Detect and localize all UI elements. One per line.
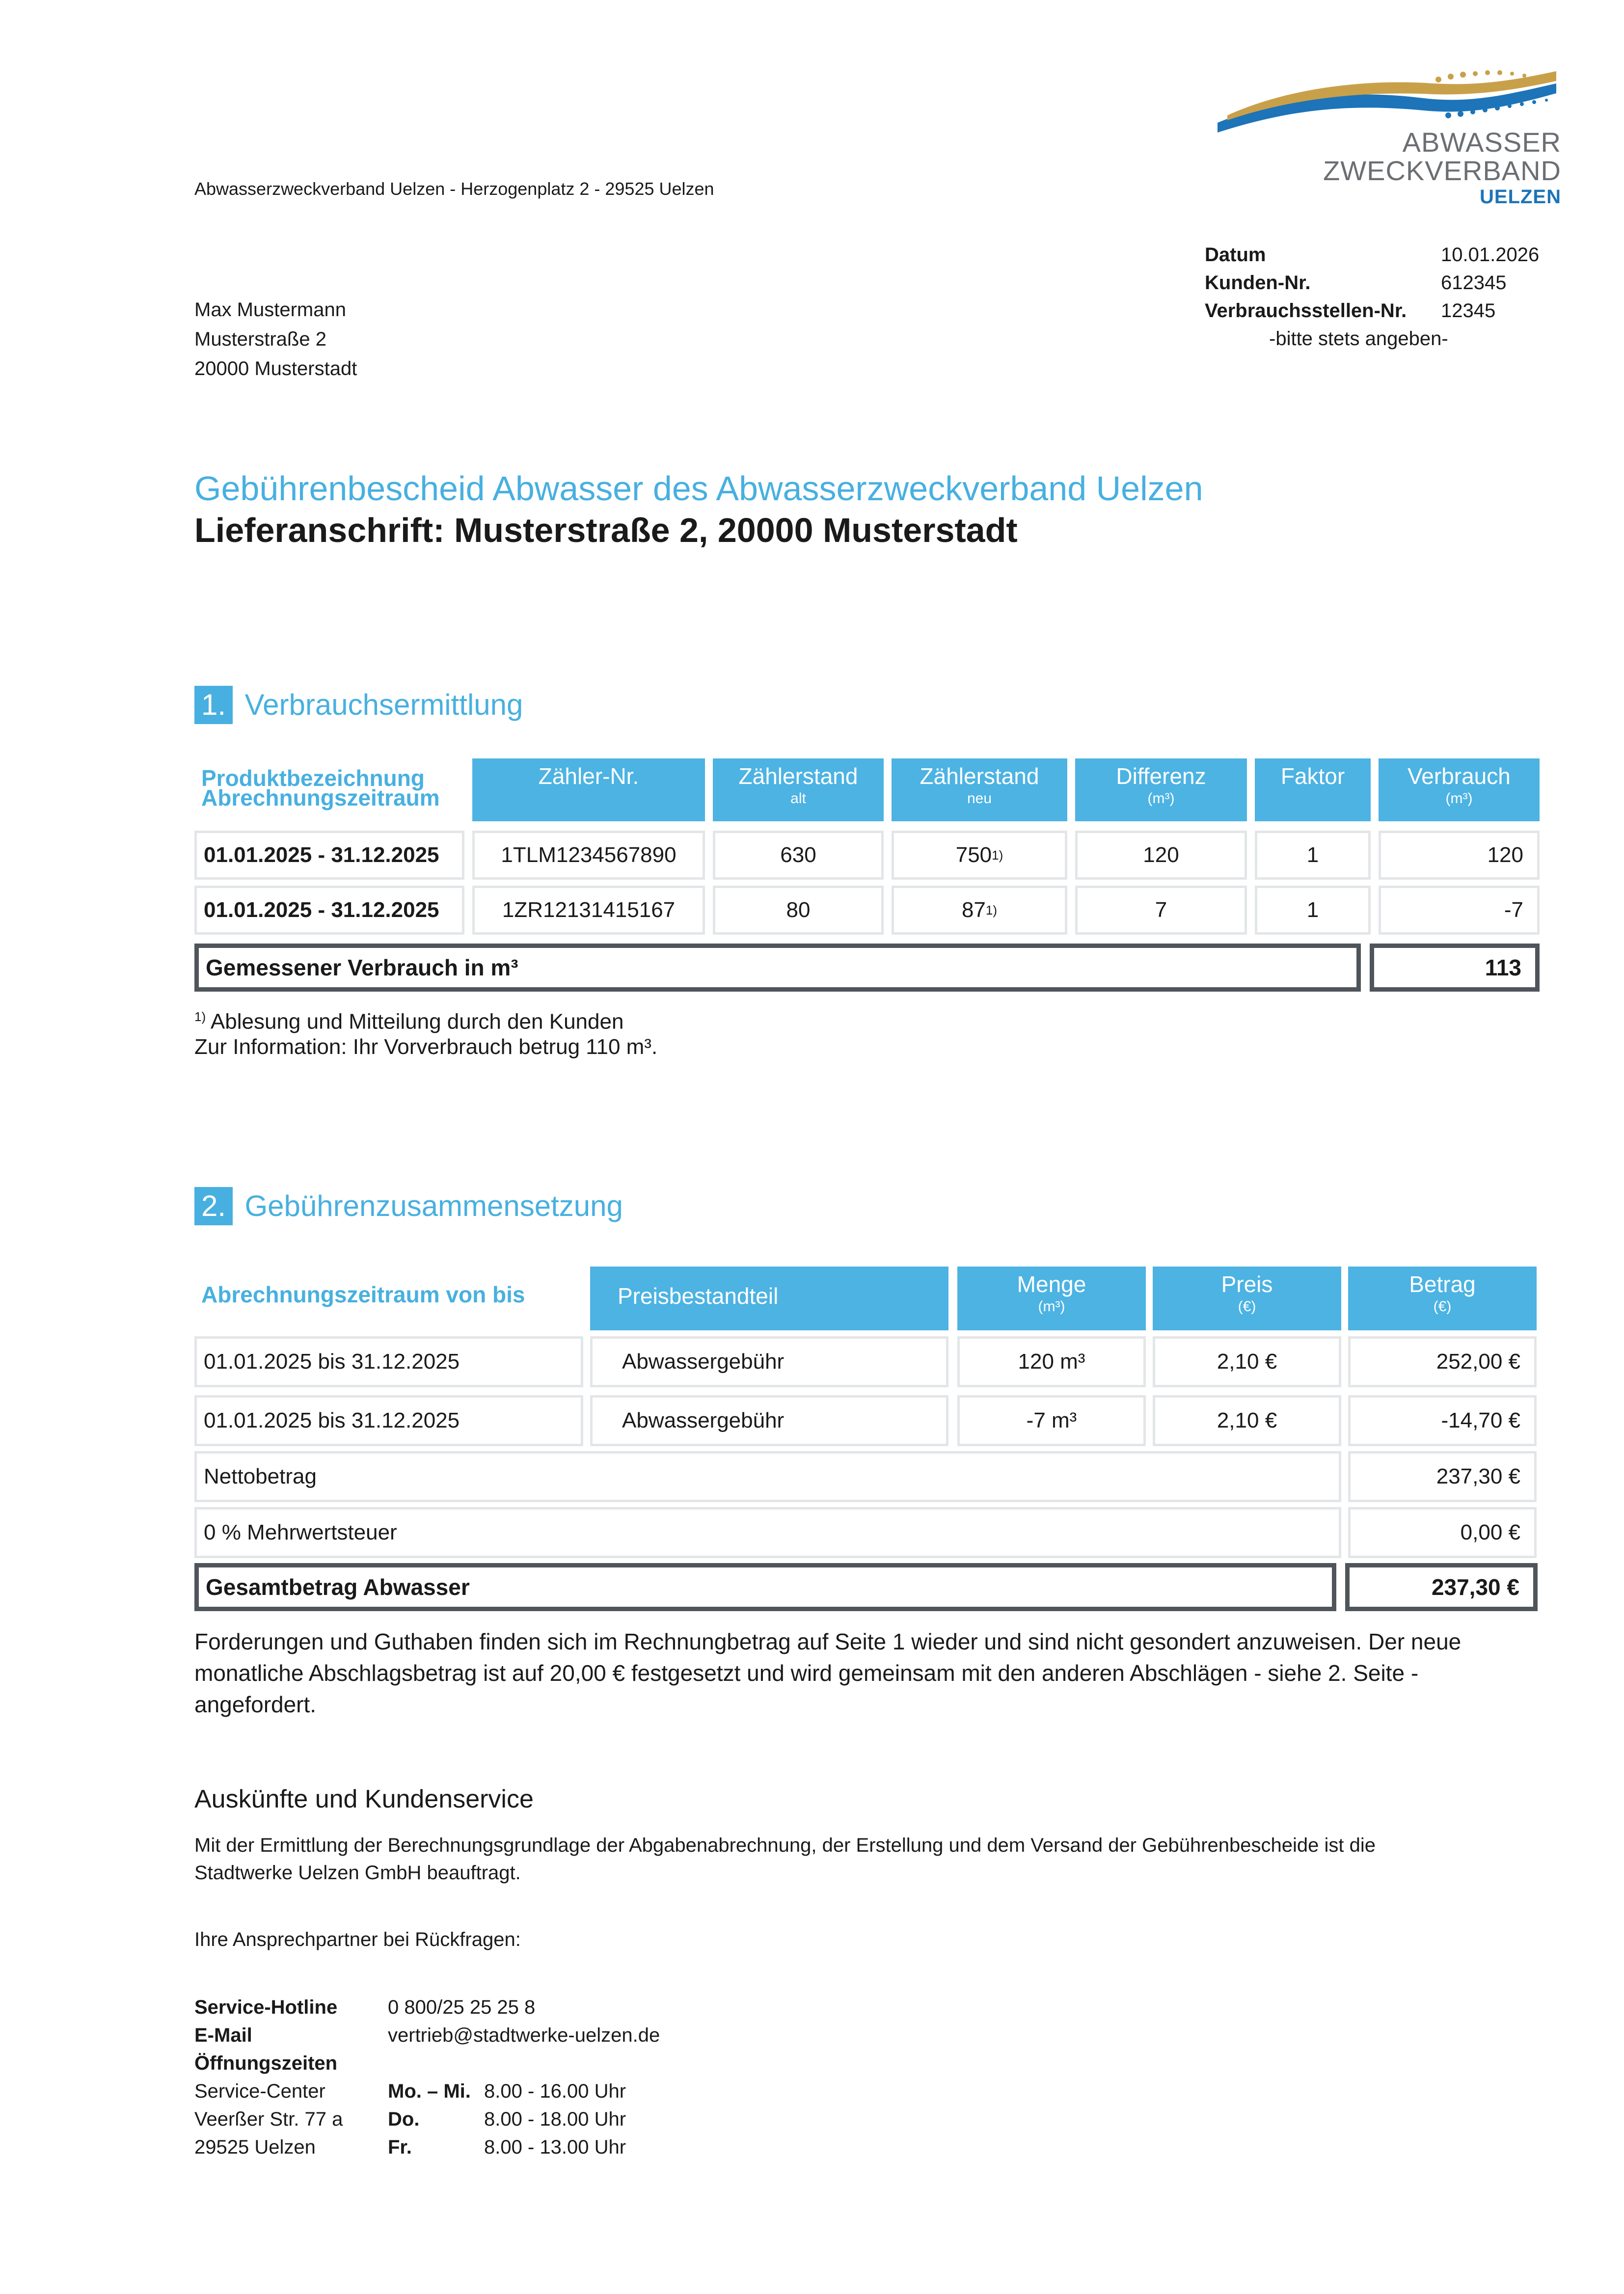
s1-label-line1: Produktbezeichnung [201,765,425,791]
s1-total-label: Gemessener Verbrauch in m³ [194,944,1361,992]
s1-header-factor: Faktor [1255,758,1371,821]
service-heading: Auskünfte und Kundenservice [194,1785,534,1813]
service-text1: Mit der Ermittlung der Berechnungsgrundlage der Abgabenabrechnung, der Erstellung und dem Versand der Gebührenbescheide ist die [194,1835,1376,1856]
datum-value: 10.01.2026 [1441,244,1540,266]
s2-header-amount: Betrag (€) [1348,1267,1537,1330]
s1-row1-new: 750 1) [892,831,1067,880]
paragraph-line2: monatliche Abschlagsbetrag ist auf 20,00 € festgesetzt und wird gemeinsam mit den anderen Abschlägen - siehe 2. Seite - [194,1660,1419,1686]
s1-row1-old: 630 [713,831,884,880]
s1-row1-diff: 120 [1075,831,1247,880]
paragraph-line1: Forderungen und Guthaben finden sich im Rechnungbetrag auf Seite 1 wieder und sind nicht gesondert anzuweisen. Der neue [194,1629,1462,1654]
vs-label: Verbrauchsstellen-Nr. [1205,300,1407,322]
email-label: E-Mail [194,2024,252,2046]
recipient-street: Musterstraße 2 [194,328,326,350]
s2-net-label: Nettobetrag [194,1451,1341,1502]
s1-footnote: $^{1)}$ Ablesung und Mitteilung durch den Kunden [194,1009,624,1034]
section1-heading [194,686,523,724]
recipient-city: 20000 Musterstadt [194,358,357,379]
hours-time-1: 8.00 - 16.00 Uhr [484,2080,626,2102]
section1-number: 1. [194,686,233,724]
address-line3: 29525 Uelzen [194,2136,316,2158]
s2-header-component: Preisbestandteil [590,1267,948,1330]
page-title: Gebührenbescheid Abwasser des Abwasserzweckverband Uelzen [194,469,1203,508]
s1-header-consumption: Verbrauch (m³) [1379,758,1540,821]
service-text2: Stadtwerke Uelzen GmbH beauftragt. [194,1862,521,1884]
s2-row1-amount: 252,00 € [1348,1336,1537,1387]
s1-header-old: Zählerstand alt [713,758,884,821]
s1-header-diff: Differenz (m³) [1075,758,1247,821]
address-line1: Service-Center [194,2080,325,2102]
s1-row1-consumption: 120 [1379,831,1540,880]
s2-row2-amount: -14,70 € [1348,1395,1537,1446]
s1-row1-period: 01.01.2025 - 31.12.2025 [194,831,464,880]
hours-time-3: 8.00 - 13.00 Uhr [484,2136,626,2158]
s2-net-value: 237,30 € [1348,1451,1537,1502]
page-subtitle: Lieferanschrift: Musterstraße 2, 20000 Musterstadt [194,511,1018,549]
s1-row1-factor: 1 [1255,831,1371,880]
s1-row2-new: 87 1) [892,886,1067,935]
s1-row1-meter: 1TLM1234567890 [472,831,705,880]
kunden-value: 612345 [1441,272,1507,294]
s2-vat-label: 0 % Mehrwertsteuer [194,1507,1341,1558]
s1-row2-period: 01.01.2025 - 31.12.2025 [194,886,464,935]
s1-total-value: 113 [1370,944,1540,992]
hours-time-2: 8.00 - 18.00 Uhr [484,2108,626,2130]
s1-label-line2: Abrechnungszeitraum [201,785,440,810]
s2-row2-qty: -7 m³ [957,1395,1146,1446]
s1-row2-old: 80 [713,886,884,935]
contact-intro: Ihre Ansprechpartner bei Rückfragen: [194,1929,521,1950]
s1-row2-meter: 1ZR12131415167 [472,886,705,935]
s2-total-value: 237,30 € [1345,1563,1538,1611]
s2-row1-price: 2,10 € [1153,1336,1341,1387]
s2-period-header: Abrechnungszeitraum von bis [201,1282,525,1307]
section2-heading [194,1187,623,1225]
recipient-name: Max Mustermann [194,299,346,321]
logo-line2: ZWECKVERBAND [1323,155,1561,186]
company-logo [1218,69,1561,216]
section2-number: 2. [194,1187,233,1225]
s1-info: Zur Information: Ihr Vorverbrauch betrug 110 m³. [194,1035,658,1059]
s2-vat-value: 0,00 € [1348,1507,1537,1558]
s2-row2-period: 01.01.2025 bis 31.12.2025 [194,1395,583,1446]
hours-day-1: Mo. – Mi. [388,2080,471,2102]
kunden-label: Kunden-Nr. [1205,272,1311,294]
logo-line3: UELZEN [1480,186,1561,208]
s1-row2-consumption: -7 [1379,886,1540,935]
s1-row2-factor: 1 [1255,886,1371,935]
address-line2: Veerßer Str. 77 a [194,2108,343,2130]
vs-value: 12345 [1441,300,1496,322]
s1-row2-diff: 7 [1075,886,1247,935]
datum-label: Datum [1205,244,1266,266]
hours-label: Öffnungszeiten [194,2052,338,2074]
section1-title: Verbrauchsermittlung [244,688,523,721]
hotline-value[interactable]: 0 800/25 25 25 8 [388,1997,536,2018]
s2-header-price: Preis (€) [1153,1267,1341,1330]
section2-title: Gebührenzusammensetzung [244,1189,623,1222]
s1-header-meter: Zähler-Nr. [472,758,705,821]
s2-total-label: Gesamtbetrag Abwasser [194,1563,1336,1611]
s2-row1-component: Abwassergebühr [590,1336,948,1387]
s1-header-new: Zählerstand neu [892,758,1067,821]
logo-line1: ABWASSER [1402,127,1561,158]
s2-row2-price: 2,10 € [1153,1395,1341,1446]
hotline-label: Service-Hotline [194,1997,338,2018]
s2-row1-qty: 120 m³ [957,1336,1146,1387]
hours-day-2: Do. [388,2108,420,2130]
paragraph-line3: angefordert. [194,1692,317,1717]
s2-row1-period: 01.01.2025 bis 31.12.2025 [194,1336,583,1387]
email-value[interactable]: vertrieb@stadtwerke-uelzen.de [388,2024,660,2046]
s2-row2-component: Abwassergebühr [590,1395,948,1446]
hours-day-3: Fr. [388,2136,412,2158]
meta-note: -bitte stets angeben- [1269,328,1448,350]
sender-line: Abwasserzweckverband Uelzen - Herzogenplatz 2 - 29525 Uelzen [194,179,714,199]
s2-header-qty: Menge (m³) [957,1267,1146,1330]
